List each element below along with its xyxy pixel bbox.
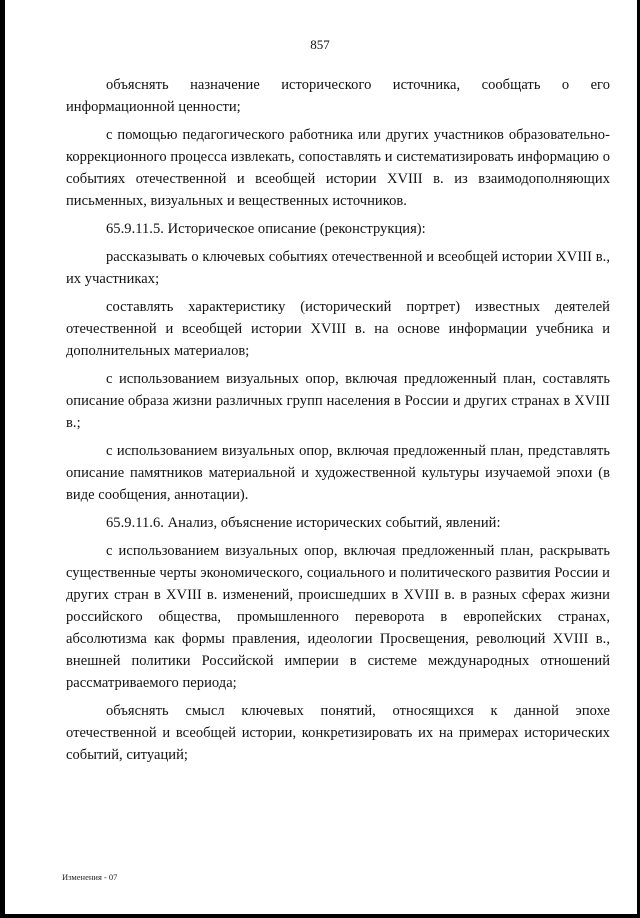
paragraph: рассказывать о ключевых событиях отечественной и всеобщей истории XVIII в., их участниках; — [66, 249, 610, 287]
paragraph: объяснять назначение исторического источника, сообщать о его информационной ценности; — [66, 77, 610, 115]
section-heading: 65.9.11.5. Историческое описание (реконструкция): — [106, 221, 426, 237]
document-body — [66, 74, 610, 772]
paragraph: с использованием визуальных опор, включая предложенный план, составлять описание образа жизни различных групп населения в России и других странах в XVIII в.; — [66, 371, 610, 431]
paragraph: с помощью педагогического работника или других участников образовательно-коррекционного процесса извлекать, сопоставлять и систематизировать информацию о событиях отечественной и всеобщей истории XVIII в. из взаимодополняющих письменных, визуальных и вещественных источников. — [66, 127, 610, 209]
footer-revision: Изменения - 07 — [62, 872, 118, 882]
paragraph: составлять характеристику (исторический портрет) известных деятелей отечественной и всеобщей истории XVIII в. на основе информации учебника и дополнительных материалов; — [66, 299, 610, 359]
section-heading: 65.9.11.6. Анализ, объяснение исторических событий, явлений: — [106, 515, 501, 531]
paragraph: с использованием визуальных опор, включая предложенный план, раскрывать существенные черты экономического, социального и политического развития России и других стран в XVIII в. изменений, происшедших в XVIII в. в разных сферах жизни российского общества, промышленного переворота в европейских странах, абсолютизма как формы правления, идеологии Просвещения, революций XVIII в., внешней политики Российской империи в системе международных отношений рассматриваемого периода; — [66, 543, 610, 691]
scan-edge-left — [0, 0, 5, 918]
paragraph: с использованием визуальных опор, включая предложенный план, представлять описание памятников материальной и художественной культуры изучаемой эпохи (в виде сообщения, аннотации). — [66, 443, 610, 503]
paragraph: объяснять смысл ключевых понятий, относящихся к данной эпохе отечественной и всеобщей истории, конкретизировать их на примерах исторических событий, ситуаций; — [66, 703, 610, 763]
scan-edge-bottom — [0, 914, 640, 918]
page-number: 857 — [310, 37, 330, 52]
